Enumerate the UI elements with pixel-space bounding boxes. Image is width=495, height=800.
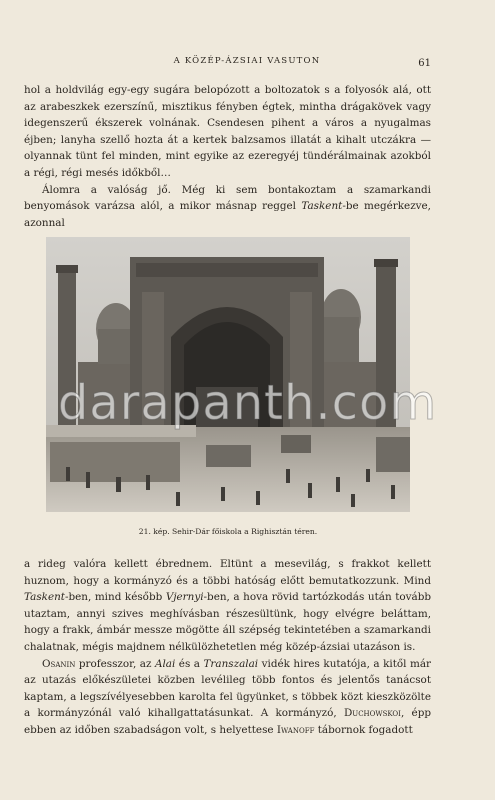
running-title: A KÖZÉP-ÁZSIAI VASUTON xyxy=(173,56,321,66)
person-name: Osanin xyxy=(42,657,76,670)
text-run: -be megérkezve, azonnal xyxy=(24,200,431,229)
paragraph xyxy=(24,656,431,739)
text-run: -ben, mind később xyxy=(64,591,166,604)
person-name: Iwanoff xyxy=(276,723,315,736)
top-text-block xyxy=(24,82,431,231)
watermark: darapanth.com xyxy=(57,375,438,431)
text-run: professzor, az xyxy=(75,657,155,670)
place-name: Taskent xyxy=(301,200,343,213)
text-run: és a xyxy=(175,657,204,670)
place-name: Taskent xyxy=(24,591,65,604)
paragraph: hol a holdvilág egy-egy sugára belopózott a boltozatok s a folyosók alá, ott az arabeszkek ezerszínű, misztikus fényben égtek, mintha drágakövek vagy idegenszerű ékszerek volnának. Csendesen pihent a város a nyugalmas éjben; lanyha szellő hozta át a kertek balzsamos illatát a kihalt utczákra — olyannak tünt fel minden, mint egyike az ezeregyéj tündérálmainak azokból a régi, régi mesés időkből… xyxy=(24,84,431,179)
place-name: Transzalai xyxy=(203,657,259,670)
text-run: , épp ebben az időben szabadságon volt, s helyettese xyxy=(24,707,431,736)
page-number: 61 xyxy=(418,58,431,69)
person-name: Duchowskoi xyxy=(343,707,401,720)
text-run: a rideg valóra kellett ébrednem. Eltünt a mesevilág, s frakkot kellett huznom, hogy a kormányzó és a többi hatóság előtt bemutatkozzunk. Mind xyxy=(24,558,431,587)
paragraph xyxy=(24,556,431,656)
paragraph xyxy=(24,182,431,232)
text-run: Álomra a valóság jő. Még ki sem bontakoztam a szamarkandi benyomások varázsa alól, a mikor másnap reggel xyxy=(24,183,431,213)
text-run: tábornok fogadott xyxy=(314,723,413,736)
place-name: Vjernyi xyxy=(165,591,204,604)
text-run: vidék hires kutatója, a kitől már az utazás előkészületei közben levélileg több fontos és jelentős tanácsot kaptam, a legszívélyesebben karolta fel ügyünket, s többek közt kieszközölte a kormányzónál való kihallgattatásunkat. A kormányzó, xyxy=(24,657,431,720)
bottom-text-block xyxy=(24,556,431,739)
text-run: -ben, a hova rövid tartózkodás után tovább utaztam, annyi szives meghívásban részesültünk, hogy elvégre beláttam, hogy a frakk, ámbár messze mögötte áll szépség tekintetében a szamarkandi chalatnak, mégis majdnem nélkülözhetetlen még közép-ázsiai utazáson is. xyxy=(24,591,431,653)
place-name: Alai xyxy=(154,657,176,670)
figure-caption: 21. kép. Sehir-Dár főiskola a Righisztán téren. xyxy=(138,527,318,536)
